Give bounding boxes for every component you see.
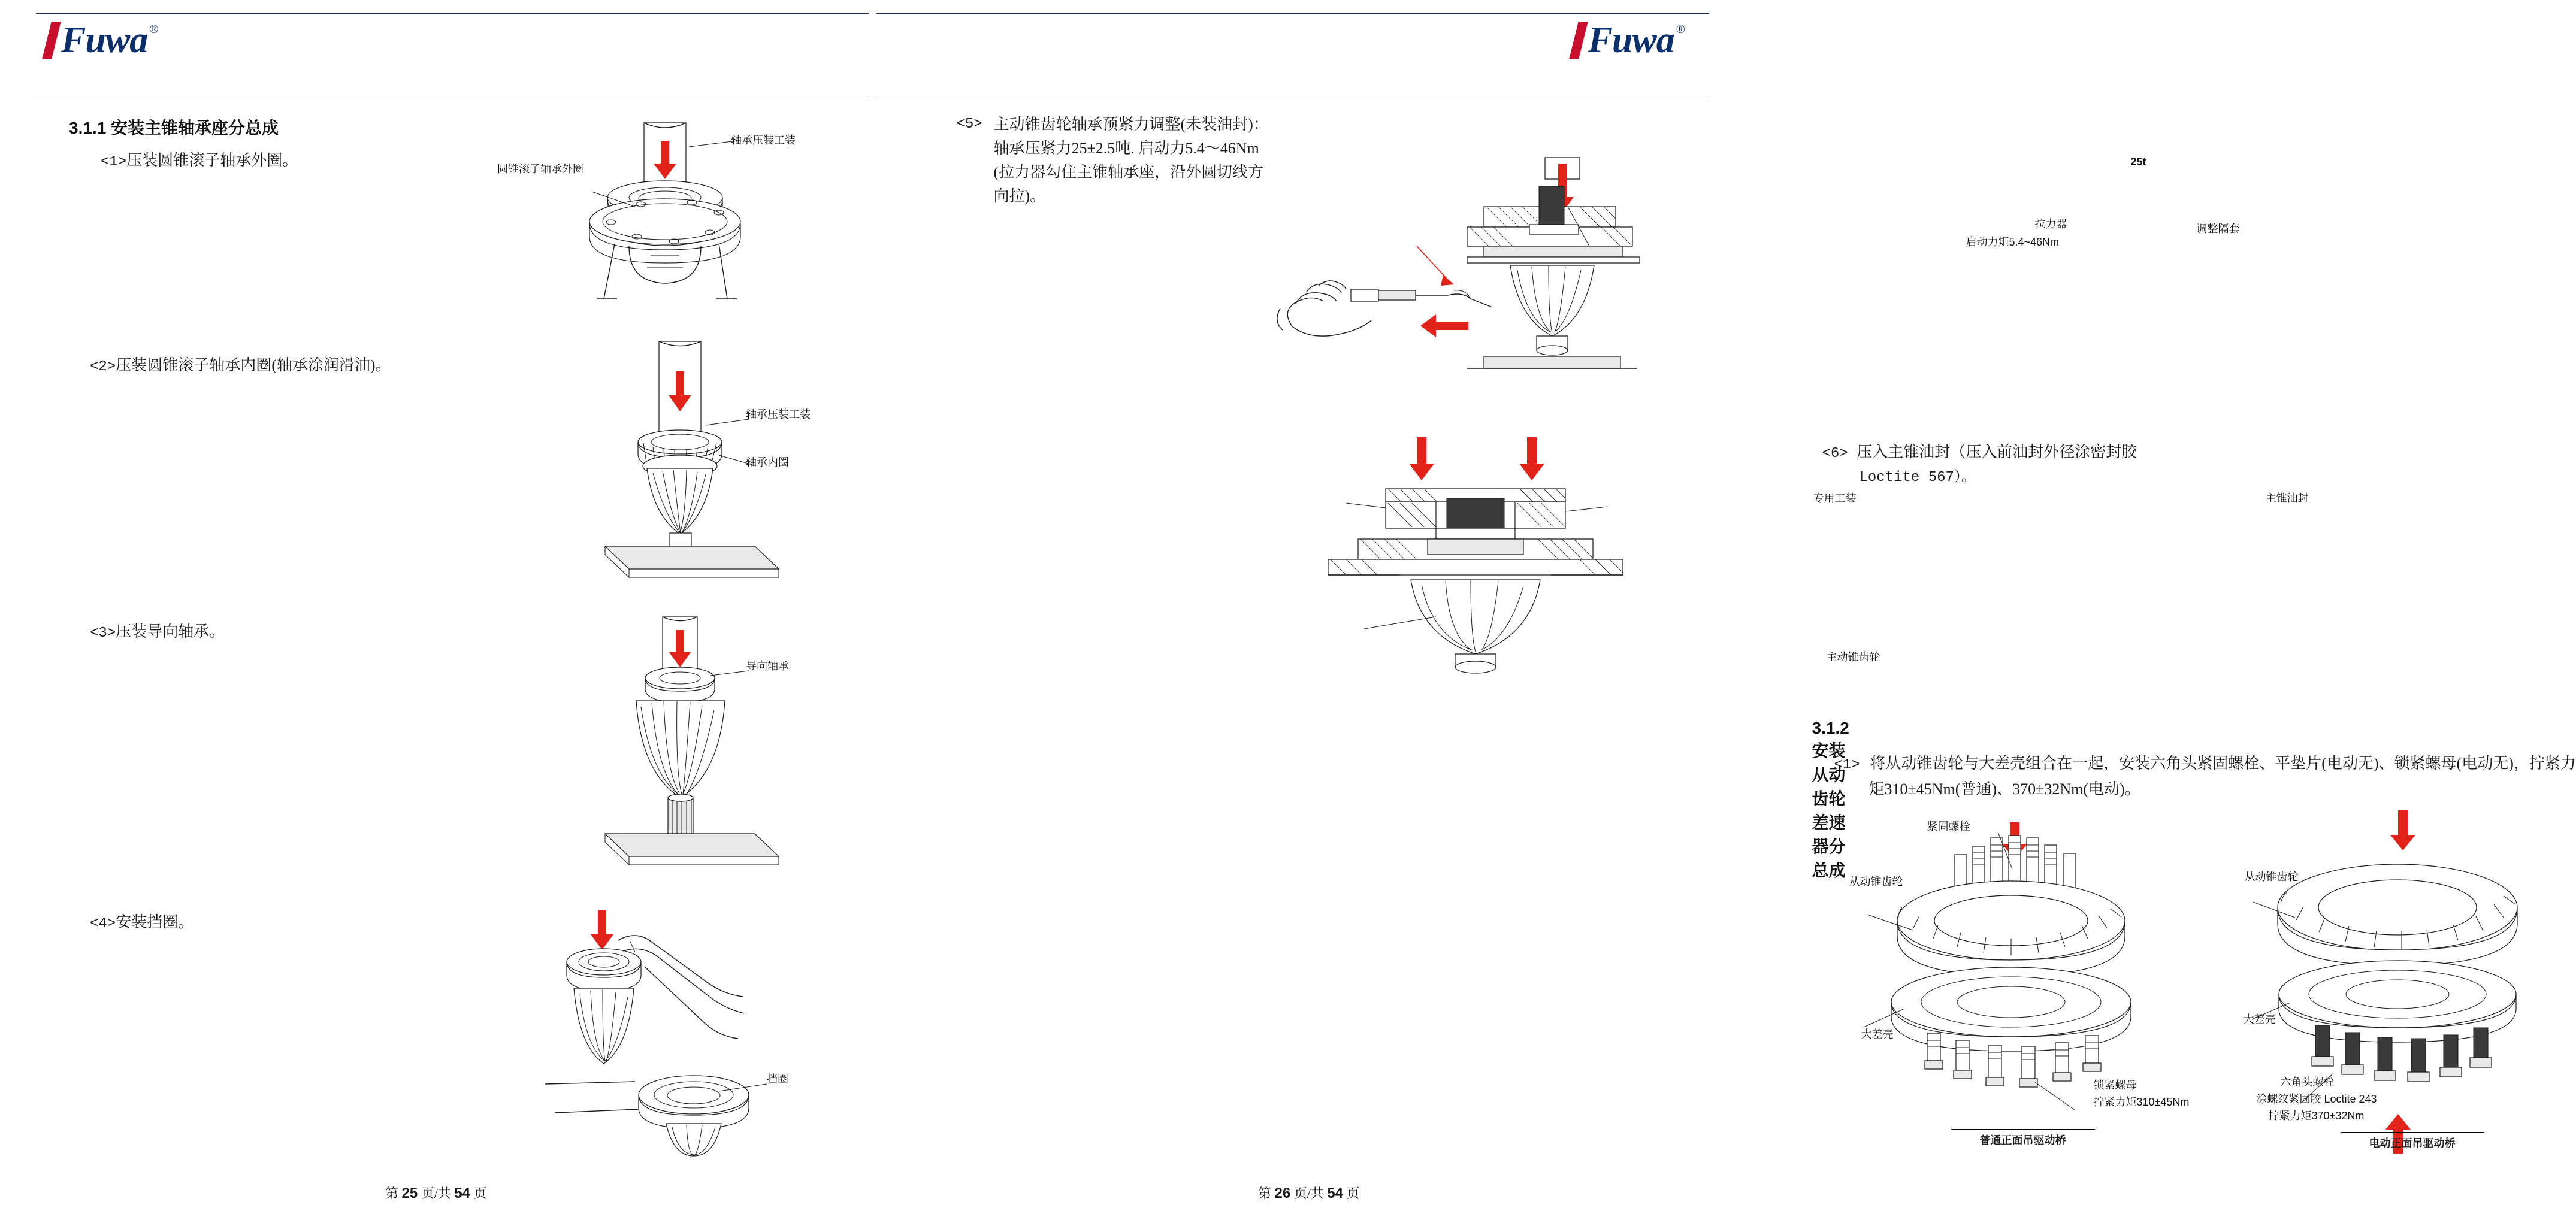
step-number: <3>	[90, 625, 116, 641]
step-5	[957, 113, 1269, 208]
logo-wordmark: Fuwa	[61, 20, 148, 60]
figure-press-oil-seal	[1256, 431, 1676, 683]
step-number: <1>	[101, 154, 127, 170]
footer-total-pages: 54	[1327, 1185, 1344, 1201]
label-press-tool-1: 轴承压装工装	[731, 134, 796, 146]
footer-pre: 第	[1257, 1186, 1271, 1201]
step-text: 安装挡圈。	[116, 913, 194, 931]
label-bolt-torque: 拧紧力矩370±32Nm	[2268, 1110, 2365, 1122]
label-diff-case-right: 大差壳	[2243, 1013, 2276, 1025]
footer-pre: 第	[385, 1186, 398, 1201]
step-1-4	[90, 910, 193, 936]
header-rule-top	[876, 13, 1709, 14]
step-number: <2>	[90, 359, 116, 375]
figure-caption-common: 普通正面吊驱动桥	[1951, 1129, 2095, 1148]
footer-page-number: 26	[1274, 1185, 1291, 1201]
step-line: Loctite 567）。	[1859, 470, 1976, 486]
label-pinion-oil-seal: 主锥油封	[2265, 492, 2309, 504]
page-right	[873, 0, 2576, 1226]
step-line: (拉力器勾住主锥轴承座，沿外圆切线方	[993, 164, 1264, 181]
step-number: <5>	[956, 116, 982, 132]
logo-registered-mark: ®	[1676, 23, 1685, 36]
label-driven-bevel-gear-right: 从动锥齿轮	[2244, 871, 2299, 883]
label-lock-nut-torque: 拧紧力矩310±45Nm	[2093, 1096, 2190, 1108]
logo-fuwa-right	[1574, 22, 1685, 59]
label-thread-locker: 涂螺纹紧固胶 Loctite 243	[2256, 1093, 2377, 1105]
step-1-3	[90, 620, 225, 646]
logo-registered-mark: ®	[149, 23, 159, 36]
label-inner-race: 轴承内圈	[746, 456, 789, 468]
logo-wordmark: Fuwa	[1588, 20, 1674, 60]
label-snap-ring: 挡圈	[767, 1073, 788, 1085]
step-line: 将从动锥齿轮与大差壳组合在一起，安装六角头紧固螺栓、平垫片(电动无)、锁紧螺母(电动无)，拧紧力	[1870, 755, 2576, 772]
figure-electric-axle-assembly	[2245, 803, 2556, 1162]
figure-install-snap-ring	[539, 904, 815, 1156]
label-drive-pinion: 主动锥齿轮	[1826, 651, 1880, 663]
step-6	[1822, 440, 2137, 490]
label-outer-race: 圆锥滚子轴承外圈	[497, 163, 583, 175]
step-1-1	[101, 149, 298, 174]
step-text: 压装导向轴承。	[116, 623, 225, 640]
footer-page-number: 25	[401, 1185, 418, 1201]
header-rule-top	[36, 13, 869, 14]
section-title-311: 3.1.1 安装主锥轴承座分总成	[69, 119, 279, 137]
page-footer-left	[0, 1183, 872, 1202]
label-fastening-bolt: 紧固螺栓	[1927, 821, 1970, 833]
figure-bearing-preload-adjust	[1256, 129, 1712, 398]
label-puller: 拉力器	[2034, 218, 2067, 230]
figure-press-guide-bearing	[569, 611, 809, 862]
footer-mid: 页/共	[1293, 1186, 1324, 1201]
logo-fuwa-left	[47, 22, 158, 59]
label-special-tool: 专用工装	[1813, 492, 1857, 504]
label-lock-nut: 锁紧螺母	[2093, 1079, 2137, 1091]
label-adjust-spacer: 调整隔套	[2196, 223, 2240, 235]
label-press-tool-2: 轴承压装工装	[746, 408, 811, 420]
step-line: 矩310±45Nm(普通)、370±32Nm(电动)。	[1868, 780, 2140, 798]
step-line: 轴承压紧力25±2.5吨. 启动力5.4～46Nm	[993, 140, 1259, 157]
section-title-312: 3.1.2 安装从动齿轮差速器分总成	[1812, 719, 1849, 880]
step-number: <6>	[1822, 446, 1848, 462]
step-line: 向拉)。	[993, 187, 1046, 205]
footer-suf: 页	[473, 1186, 487, 1201]
page-left	[0, 0, 873, 1226]
step-line: 主动锥齿轮轴承预紧力调整(未装油封)：	[993, 116, 1269, 133]
step-text: 压装圆锥滚子轴承内圈(轴承涂润滑油)。	[116, 356, 391, 374]
label-load-25t: 25t	[2130, 156, 2146, 168]
page-footer-right	[873, 1183, 1746, 1202]
step-line: 压入主锥油封（压入前油封外径涂密封胶	[1857, 443, 2137, 461]
figure-caption-electric: 电动正面吊驱动桥	[2341, 1132, 2484, 1151]
footer-suf: 页	[1346, 1186, 1360, 1201]
label-diff-case-left: 大差壳	[1861, 1028, 1894, 1040]
logo-bar	[42, 22, 61, 59]
step-1-2	[90, 353, 391, 379]
footer-total-pages: 54	[454, 1185, 471, 1201]
footer-mid: 页/共	[421, 1186, 451, 1201]
label-guide-bearing: 导向轴承	[746, 660, 789, 672]
step-text: 压装圆锥滚子轴承外圈。	[126, 152, 298, 169]
label-start-torque: 启动力矩5.4~46Nm	[1966, 236, 2060, 248]
logo-bar	[1569, 22, 1588, 59]
label-hex-bolt: 六角头螺栓	[2280, 1076, 2335, 1088]
step-number: <1>	[1834, 757, 1860, 773]
label-driven-bevel-gear-left: 从动锥齿轮	[1849, 876, 1903, 888]
step-number: <4>	[90, 916, 116, 932]
step-312-1	[1834, 752, 2576, 801]
